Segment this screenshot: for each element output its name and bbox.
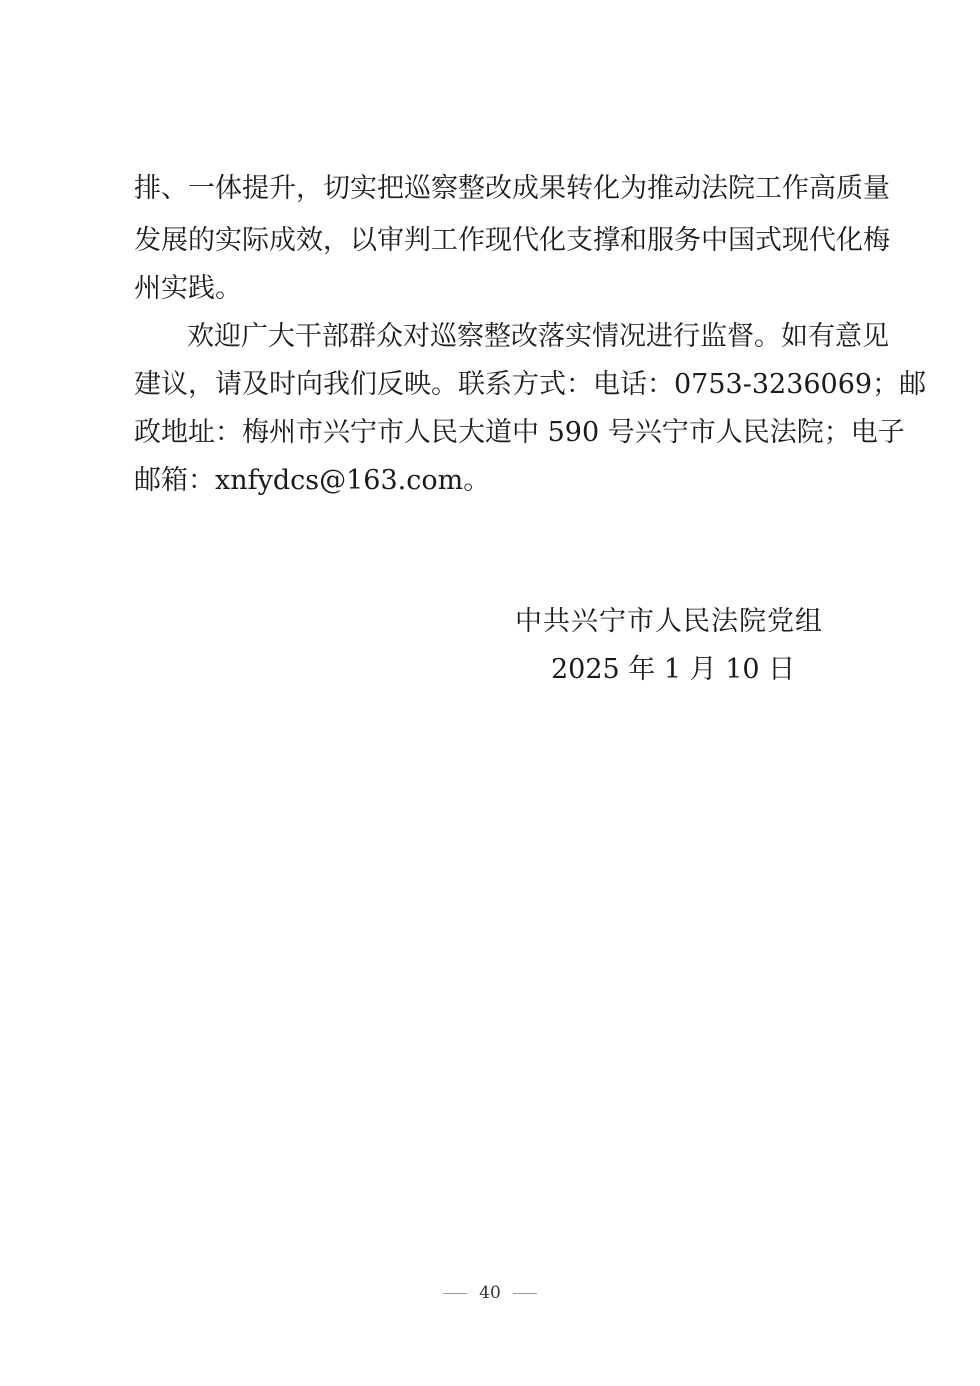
paragraph-2-line-4: 邮箱：xnfydcs@163.com。 xyxy=(134,465,491,496)
paragraph-1-line-3: 州实践。 xyxy=(134,273,242,304)
paragraph-2-line-3: 政地址：梅州市兴宁市人民大道中 590 号兴宁市人民法院；电子 xyxy=(134,417,905,448)
paragraph-1-line-2: 发展的实际成效，以审判工作现代化支撑和服务中国式现代化梅 xyxy=(134,225,890,256)
signature-date: 2025 年 1 月 10 日 xyxy=(551,654,796,685)
footer-dash-left xyxy=(443,1293,467,1294)
paragraph-2-line-2: 建议，请及时向我们反映。联系方式：电话：0753-3236069；邮 xyxy=(134,369,927,400)
footer-dash-right xyxy=(513,1293,537,1294)
signature-organization: 中共兴宁市人民法院党组 xyxy=(515,606,823,637)
paragraph-2-line-1: 欢迎广大干部群众对巡察整改落实情况进行监督。如有意见 xyxy=(187,321,889,352)
page-footer xyxy=(0,1281,980,1305)
page-number: 40 xyxy=(479,1283,501,1303)
paragraph-1-line-1: 排、一体提升，切实把巡察整改成果转化为推动法院工作高质量 xyxy=(134,173,890,204)
